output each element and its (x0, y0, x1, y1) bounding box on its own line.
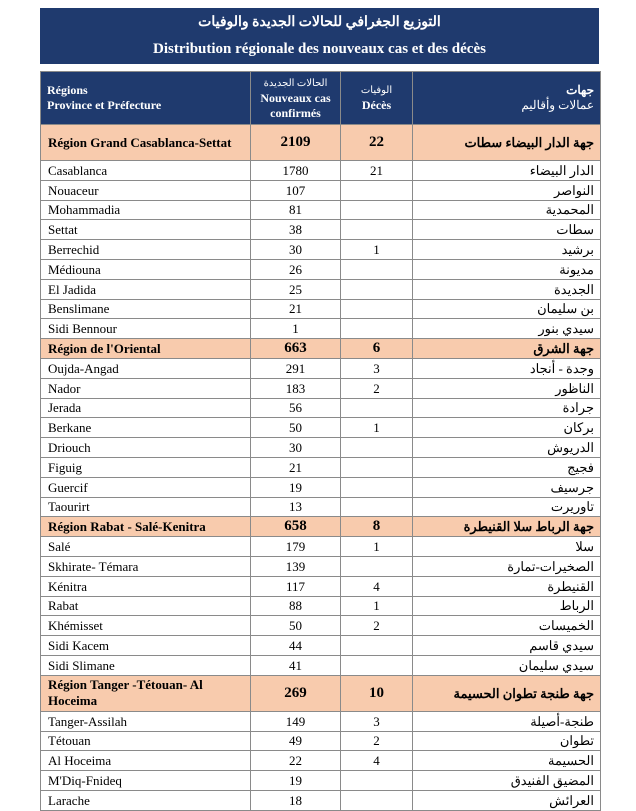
new-cases-value: 49 (251, 731, 341, 751)
table-row (41, 731, 601, 751)
arabic-name: جهة الدار البيضاء سطات (413, 125, 601, 161)
province-name: Skhirate- Témara (41, 556, 251, 576)
deaths-value (341, 655, 413, 675)
arabic-name: المضيق الفنيدق (413, 771, 601, 791)
province-name: Sidi Bennour (41, 319, 251, 339)
deaths-value (341, 771, 413, 791)
region-row (41, 517, 601, 537)
arabic-name: الدار البيضاء (413, 161, 601, 181)
arabic-name: القنيطرة (413, 576, 601, 596)
new-cases-value: 30 (251, 240, 341, 260)
deaths-value (341, 220, 413, 240)
deaths-value: 3 (341, 358, 413, 378)
new-cases-value: 56 (251, 398, 341, 418)
deaths-value: 4 (341, 751, 413, 771)
province-name: Jerada (41, 398, 251, 418)
region-row (41, 339, 601, 359)
new-cases-value: 658 (251, 517, 341, 537)
province-name: Figuig (41, 457, 251, 477)
arabic-name: فجيج (413, 457, 601, 477)
table-row (41, 751, 601, 771)
new-cases-value: 41 (251, 655, 341, 675)
arabic-name: الخميسات (413, 616, 601, 636)
arabic-name: العرائش (413, 790, 601, 810)
table-row (41, 200, 601, 220)
table-row (41, 576, 601, 596)
arabic-name: سيدي بنور (413, 319, 601, 339)
deaths-value: 2 (341, 731, 413, 751)
new-cases-value: 291 (251, 358, 341, 378)
region-row (41, 125, 601, 161)
arabic-name: الجديدة (413, 279, 601, 299)
province-name: El Jadida (41, 279, 251, 299)
deaths-value (341, 790, 413, 810)
arabic-name: جهة الرباط سلا القنيطرة (413, 517, 601, 537)
header-arabic-regions: جهات عمالات وأقاليم (413, 72, 601, 125)
header-deaths: الوفيات Décès (341, 72, 413, 125)
province-name: Tanger-Assilah (41, 711, 251, 731)
new-cases-value: 269 (251, 675, 341, 711)
new-cases-value: 44 (251, 636, 341, 656)
deaths-value: 22 (341, 125, 413, 161)
table-row (41, 556, 601, 576)
deaths-value (341, 319, 413, 339)
province-name: Sidi Slimane (41, 655, 251, 675)
arabic-name: سلا (413, 537, 601, 557)
new-cases-value: 30 (251, 438, 341, 458)
deaths-value (341, 398, 413, 418)
province-name: Mohammadia (41, 200, 251, 220)
table-header-row (41, 72, 601, 125)
deaths-value (341, 636, 413, 656)
deaths-value: 3 (341, 711, 413, 731)
deaths-value: 1 (341, 537, 413, 557)
arabic-name: تاوريرت (413, 497, 601, 517)
arabic-name: تطوان (413, 731, 601, 751)
table-row (41, 319, 601, 339)
header-regions: Régions Province et Préfecture (41, 72, 251, 125)
deaths-value: 1 (341, 240, 413, 260)
deaths-value (341, 299, 413, 319)
region-name: Région de l'Oriental (41, 339, 251, 359)
province-name: Nouaceur (41, 180, 251, 200)
arabic-name: الصخيرات-تمارة (413, 556, 601, 576)
arabic-name: وجدة - أنجاد (413, 358, 601, 378)
arabic-name: الدريوش (413, 438, 601, 458)
new-cases-value: 38 (251, 220, 341, 240)
province-name: Nador (41, 378, 251, 398)
deaths-value (341, 279, 413, 299)
deaths-value: 1 (341, 418, 413, 438)
new-cases-value: 21 (251, 457, 341, 477)
province-name: Khémisset (41, 616, 251, 636)
table-row (41, 220, 601, 240)
province-name: Sidi Kacem (41, 636, 251, 656)
province-name: Benslimane (41, 299, 251, 319)
province-name: Casablanca (41, 161, 251, 181)
deaths-value (341, 180, 413, 200)
title-french: Distribution régionale des nouveaux cas et des décès (153, 41, 486, 57)
table-row (41, 537, 601, 557)
table-row (41, 636, 601, 656)
table-row (41, 358, 601, 378)
province-name: Berrechid (41, 240, 251, 260)
arabic-name: جرادة (413, 398, 601, 418)
arabic-name: النواصر (413, 180, 601, 200)
new-cases-value: 139 (251, 556, 341, 576)
table-row (41, 711, 601, 731)
new-cases-value: 1 (251, 319, 341, 339)
table-row (41, 790, 601, 810)
arabic-name: برشيد (413, 240, 601, 260)
province-name: Oujda-Angad (41, 358, 251, 378)
province-name: Rabat (41, 596, 251, 616)
arabic-name: جرسيف (413, 477, 601, 497)
new-cases-value: 117 (251, 576, 341, 596)
table-row (41, 259, 601, 279)
new-cases-value: 19 (251, 477, 341, 497)
deaths-value: 6 (341, 339, 413, 359)
table-row (41, 771, 601, 791)
arabic-name: الرباط (413, 596, 601, 616)
table-row (41, 378, 601, 398)
deaths-value: 4 (341, 576, 413, 596)
new-cases-value: 183 (251, 378, 341, 398)
arabic-name: بن سليمان (413, 299, 601, 319)
header-new-cases: الحالات الجديدة Nouveaux cas confirmés (251, 72, 341, 125)
province-name: Larache (41, 790, 251, 810)
table-row (41, 655, 601, 675)
province-name: Al Hoceima (41, 751, 251, 771)
table-row (41, 299, 601, 319)
arabic-name: جهة طنجة تطوان الحسيمة (413, 675, 601, 711)
deaths-value (341, 438, 413, 458)
region-name: Région Grand Casablanca-Settat (41, 125, 251, 161)
province-name: M'Diq-Fnideq (41, 771, 251, 791)
arabic-name: سيدي سليمان (413, 655, 601, 675)
arabic-name: طنجة-أصيلة (413, 711, 601, 731)
table-row (41, 279, 601, 299)
deaths-value (341, 200, 413, 220)
cases-table (40, 71, 601, 811)
new-cases-value: 25 (251, 279, 341, 299)
new-cases-value: 107 (251, 180, 341, 200)
arabic-name: مديونة (413, 259, 601, 279)
new-cases-value: 50 (251, 418, 341, 438)
province-name: Kénitra (41, 576, 251, 596)
table-row (41, 161, 601, 181)
deaths-value: 21 (341, 161, 413, 181)
arabic-name: المحمدية (413, 200, 601, 220)
province-name: Settat (41, 220, 251, 240)
new-cases-value: 19 (251, 771, 341, 791)
deaths-value (341, 497, 413, 517)
deaths-value (341, 259, 413, 279)
region-name: Région Rabat - Salé-Kenitra (41, 517, 251, 537)
arabic-name: الحسيمة (413, 751, 601, 771)
province-name: Médiouna (41, 259, 251, 279)
new-cases-value: 50 (251, 616, 341, 636)
table-body (41, 125, 601, 811)
arabic-name: الناظور (413, 378, 601, 398)
new-cases-value: 22 (251, 751, 341, 771)
title-banner (40, 8, 599, 64)
province-name: Berkane (41, 418, 251, 438)
table-row (41, 477, 601, 497)
deaths-value: 10 (341, 675, 413, 711)
region-row (41, 675, 601, 711)
table-row (41, 596, 601, 616)
deaths-value: 8 (341, 517, 413, 537)
new-cases-value: 149 (251, 711, 341, 731)
province-name: Guercif (41, 477, 251, 497)
new-cases-value: 21 (251, 299, 341, 319)
new-cases-value: 81 (251, 200, 341, 220)
province-name: Taourirt (41, 497, 251, 517)
deaths-value (341, 556, 413, 576)
deaths-value: 2 (341, 616, 413, 636)
new-cases-value: 13 (251, 497, 341, 517)
table-row (41, 497, 601, 517)
table-row (41, 616, 601, 636)
new-cases-value: 18 (251, 790, 341, 810)
title-arabic: التوزيع الجغرافي للحالات الجديدة والوفيات (198, 15, 441, 30)
province-name: Salé (41, 537, 251, 557)
new-cases-value: 26 (251, 259, 341, 279)
table-row (41, 398, 601, 418)
deaths-value (341, 457, 413, 477)
new-cases-value: 663 (251, 339, 341, 359)
table-row (41, 180, 601, 200)
arabic-name: سيدي قاسم (413, 636, 601, 656)
province-name: Driouch (41, 438, 251, 458)
arabic-name: سطات (413, 220, 601, 240)
table-row (41, 457, 601, 477)
new-cases-value: 1780 (251, 161, 341, 181)
new-cases-value: 179 (251, 537, 341, 557)
deaths-value (341, 477, 413, 497)
arabic-name: بركان (413, 418, 601, 438)
region-name: Région Tanger -Tétouan- Al Hoceima (41, 675, 251, 711)
deaths-value: 1 (341, 596, 413, 616)
arabic-name: جهة الشرق (413, 339, 601, 359)
deaths-value: 2 (341, 378, 413, 398)
table-row (41, 240, 601, 260)
province-name: Tétouan (41, 731, 251, 751)
table-row (41, 438, 601, 458)
new-cases-value: 88 (251, 596, 341, 616)
table-row (41, 418, 601, 438)
new-cases-value: 2109 (251, 125, 341, 161)
